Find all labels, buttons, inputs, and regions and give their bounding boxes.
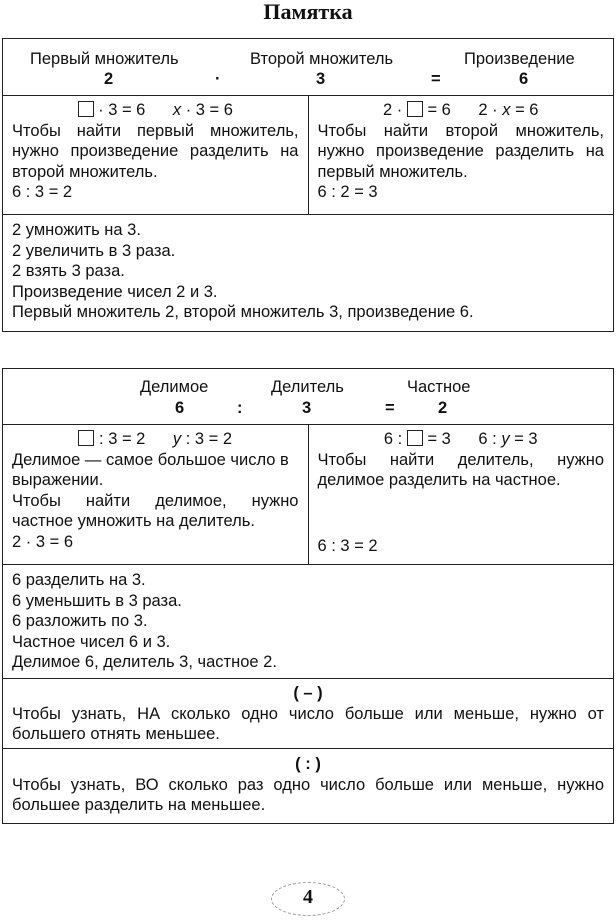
second-factor-label: Второй множитель [250,50,394,68]
page-title: Памятка [263,0,353,24]
division-phrases [3,564,613,678]
equation-value-b: 3 [302,399,312,417]
page-number-badge [271,882,345,916]
division-header [3,369,613,424]
dividend-example: 2 · 3 = 6 [12,532,73,551]
blank-box-icon [407,430,423,446]
first-factor-label: Первый множитель [30,50,179,68]
equation-operator: : [237,399,243,417]
second-factor-example: 6 : 2 = 3 [317,183,378,201]
divisor-cell [308,425,614,564]
dividend-formula: : 3 = 2 y : 3 = 2 [12,429,299,450]
equation-value-c: 2 [438,399,448,417]
dividend-cell [3,425,308,564]
phrase-item: 6 разложить по 3. [12,612,148,630]
product-label: Произведение [464,50,575,68]
dividend-note: Делимое — самое большое число в выражении. [12,450,289,489]
second-factor-formula: 2 · = 6 2 · x = 6 [383,101,539,119]
equation-value-c: 6 [519,70,529,88]
quotient-label: Частное [407,378,471,396]
phrase-item: 2 умножить на 3. [12,221,141,239]
phrase-item: Делимое 6, делитель 3, частное 2. [12,653,277,671]
phrase-item: Первый множитель 2, второй множитель 3, произведение 6. [12,303,474,321]
equation-value-a: 6 [175,399,185,417]
multiplication-table [2,38,614,332]
division-rules [3,424,613,564]
divisor-label: Делитель [271,378,344,396]
colon-sign-heading: ( : ) [295,755,321,773]
second-factor-rule: Чтобы найти второй множитель, нужно произведение разделить на первый множитель. [317,121,604,181]
ratio-rule-text: Чтобы узнать, ВО сколько раз одно число больше или меньше, нужно большее разделить на меньшее. [12,775,604,814]
equation-equals: = [431,70,441,88]
equation-operator: · [215,70,221,88]
phrase-item: Произведение чисел 2 и 3. [12,282,218,301]
phrase-item: 2 взять 3 раза. [12,262,125,280]
ratio-rule [3,748,613,823]
phrase-item: 6 уменьшить в 3 раза. [12,591,182,610]
dividend-label: Делимое [140,378,209,396]
phrase-item: 2 увеличить в 3 раза. [12,241,176,260]
blank-box-icon [78,101,94,117]
equation-equals: = [385,399,395,417]
divisor-example: 6 : 3 = 2 [317,537,378,555]
multiplication-rules [3,95,613,214]
equation-value-b: 3 [316,70,326,88]
difference-rule-text: Чтобы узнать, НА сколько одно число больше или меньше, нужно от большего отнять меньшее. [12,704,604,743]
minus-sign-heading: ( – ) [293,684,323,702]
first-factor-cell [3,96,308,214]
blank-box-icon [78,430,94,446]
second-factor-cell [308,96,614,214]
phrase-item: Частное чисел 6 и 3. [12,632,171,651]
first-factor-example: 6 : 3 = 2 [12,183,73,201]
division-table [2,368,614,824]
equation-value-a: 2 [104,70,114,88]
divisor-rule: Чтобы найти делитель, нужно делимое разделить на частное. [317,450,604,489]
multiplication-header [3,39,613,95]
divisor-formula: 6 : = 3 6 : y = 3 [383,430,538,448]
multiplication-phrases [3,214,613,331]
dividend-rule: Чтобы найти делимое, нужно частное умножить на делитель. [12,491,299,530]
blank-box-icon [407,101,423,117]
phrase-item: 6 разделить на 3. [12,571,146,589]
first-factor-rule: Чтобы найти первый множитель, нужно произведение разделить на второй множитель. [12,121,299,181]
page-number: 4 [303,886,313,908]
first-factor-formula: · 3 = 6 x · 3 = 6 [12,100,299,121]
difference-rule [3,678,613,748]
